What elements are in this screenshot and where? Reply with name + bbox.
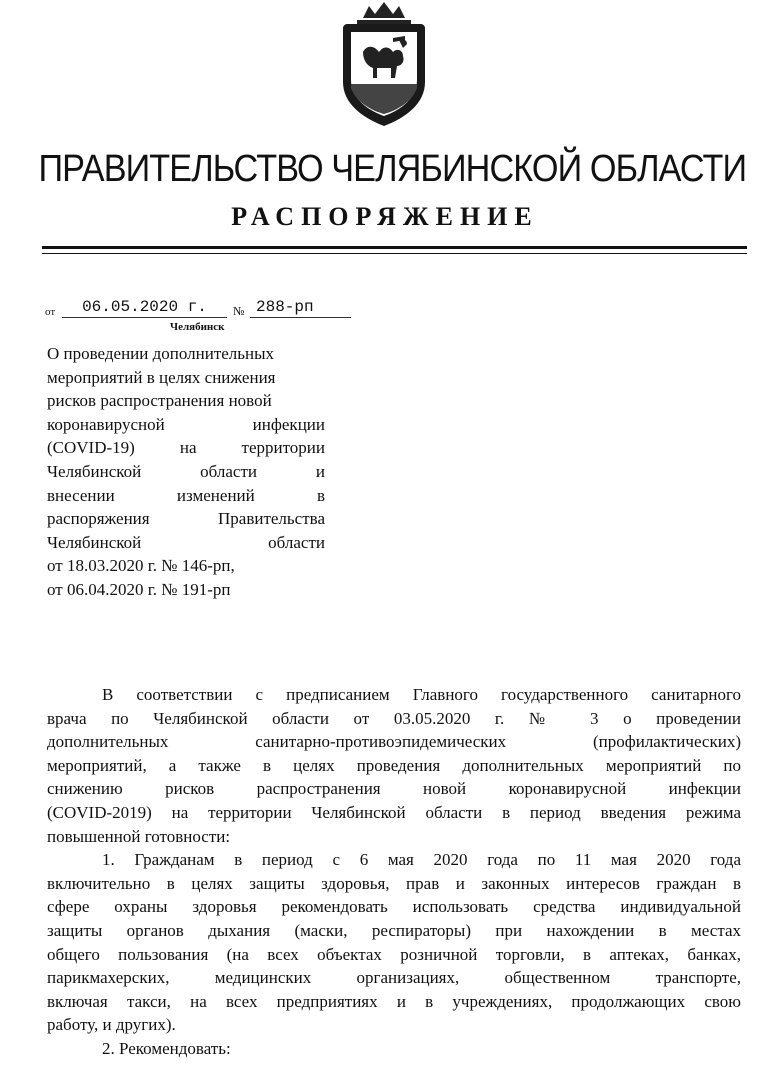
city-label: Челябинск [170, 321, 225, 333]
subject-line: Челябинской области [47, 532, 325, 552]
body-line: включительно в целях защиты здоровья, прав и законных интересов граждан в [47, 873, 741, 893]
body-line: 1. Гражданам в период с 6 мая 2020 года по 11 мая 2020 года [102, 850, 741, 870]
body-line: врача по Челябинской области от 03.05.2020 г. № 3 о проведении [47, 708, 741, 728]
subject-line: распоряжения Правительства [47, 509, 325, 529]
document-number: 288-рп [250, 298, 351, 318]
document-date: 06.05.2020 г. [62, 298, 227, 318]
body-line: мероприятий, а также в целях проведения дополнительных мероприятий по [47, 755, 741, 775]
body-line: защиты органов дыхания (маски, респираторы) при нахождении в местах [47, 920, 741, 940]
coat-of-arms-emblem [333, 0, 435, 128]
document-type-heading: РАСПОРЯЖЕНИЕ [231, 202, 539, 231]
subject-line: рисков распространения новой [47, 391, 272, 411]
body-line: работу, и других). [47, 1015, 176, 1035]
body-line: парикмахерских, медицинских организациях, общественном транспорте, [47, 968, 741, 988]
subject-line: Челябинской области и [47, 461, 325, 481]
body-line: включая такси, на всех предприятиях и в учреждениях, продолжающих свою [47, 991, 741, 1011]
subject-line: коронавирусной инфекции [47, 414, 325, 434]
subject-line: внесении изменений в [47, 485, 325, 505]
body-line: снижению рисков распространения новой коронавирусной инфекции [47, 779, 741, 799]
document-subject [47, 342, 325, 602]
subject-line: мероприятий в целях снижения [47, 367, 276, 387]
body-line: повышенной готовности: [47, 826, 231, 846]
document-body [47, 683, 741, 1061]
coat-of-arms-icon [333, 0, 435, 128]
subject-line: от 18.03.2020 г. № 146-рп, [47, 556, 235, 576]
subject-line: от 06.04.2020 г. № 191-рп [47, 579, 231, 599]
body-line: сфере охраны здоровья рекомендовать использовать средства индивидуальной [47, 897, 741, 917]
body-line: (COVID-2019) на территории Челябинской области в период введения режима [47, 802, 741, 822]
body-line: 2. Рекомендовать: [102, 1038, 231, 1058]
subject-line: (COVID-19) на территории [47, 438, 325, 458]
subject-line: О проведении дополнительных [47, 344, 275, 363]
header-divider-thin [42, 253, 747, 254]
organization-title: ПРАВИТЕЛЬСТВО ЧЕЛЯБИНСКОЙ ОБЛАСТИ [38, 148, 747, 190]
date-label: от [45, 306, 56, 318]
body-line: В соответствии с предписанием Главного государственного санитарного [102, 685, 741, 704]
header-divider-thick [42, 246, 747, 249]
body-line: общего пользования (на всех объектах розничной торговли, в аптеках, банках, [47, 944, 741, 964]
body-line: дополнительных санитарно-противоэпидемических (профилактических) [47, 732, 741, 752]
number-label: № [233, 304, 245, 318]
